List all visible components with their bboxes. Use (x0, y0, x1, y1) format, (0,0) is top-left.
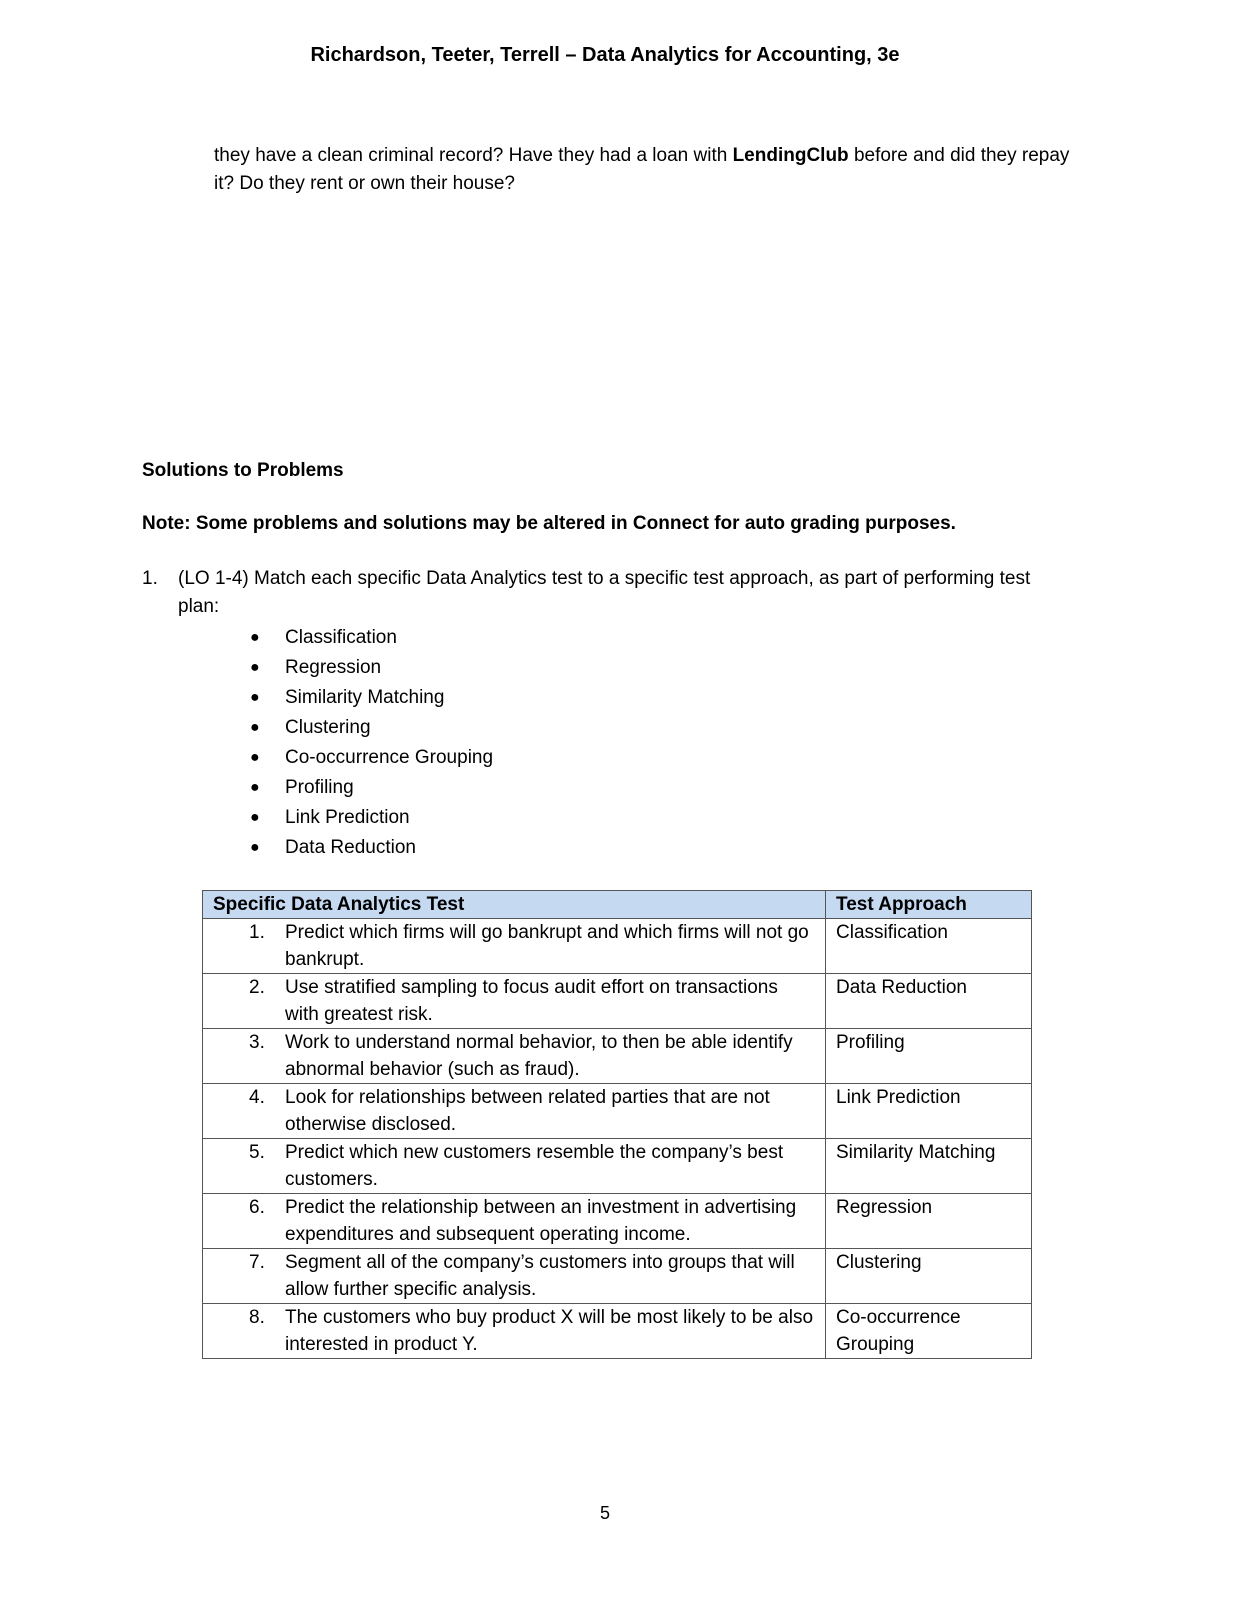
test-cell (203, 1029, 826, 1084)
list-item (250, 713, 493, 743)
approach-cell: Profiling (826, 1029, 1032, 1084)
test-cell (203, 919, 826, 974)
list-item-label: Classification (285, 627, 397, 648)
list-item (250, 743, 493, 773)
table-row (203, 1304, 1032, 1359)
approach-cell: Clustering (826, 1249, 1032, 1304)
bullet-icon: ● (250, 659, 260, 676)
test-description: Look for relationships between related parties that are not otherwise disclosed. (285, 1087, 770, 1135)
row-number: 3. (249, 1032, 265, 1053)
table-row (203, 919, 1032, 974)
row-number: 4. (249, 1087, 265, 1108)
test-description: Predict the relationship between an investment in advertising expenditures and subsequent operating income. (285, 1197, 797, 1245)
column-header-test: Specific Data Analytics Test (203, 891, 826, 919)
bullet-icon: ● (250, 749, 260, 766)
answer-table (202, 890, 1032, 1359)
list-item-label: Profiling (285, 777, 354, 798)
test-cell (203, 1249, 826, 1304)
approach-cell: Classification (826, 919, 1032, 974)
table-row (203, 1139, 1032, 1194)
section-heading: Solutions to Problems (142, 460, 344, 481)
row-number: 7. (249, 1252, 265, 1273)
table-row (203, 1084, 1032, 1139)
intro-text-after: before and did they repay it? Do they rent or own their house? (214, 145, 1070, 194)
page-number: 5 (599, 1503, 610, 1523)
list-item-label: Similarity Matching (285, 687, 445, 708)
list-item (250, 653, 493, 683)
intro-paragraph (214, 142, 1094, 198)
column-header-approach: Test Approach (826, 891, 1032, 919)
running-header-title: Richardson, Teeter, Terrell – Data Analytics for Accounting, 3e (310, 44, 900, 66)
test-description: Segment all of the company’s customers into groups that will allow further specific analysis. (285, 1252, 795, 1300)
test-cell (203, 1194, 826, 1249)
problem-item (142, 565, 1062, 621)
table-row (203, 1029, 1032, 1084)
test-cell (203, 974, 826, 1029)
test-cell (203, 1304, 826, 1359)
problem-text: (LO 1-4) Match each specific Data Analytics test to a specific test approach, as part of performing test plan: (178, 568, 1031, 617)
approach-bullet-list (250, 623, 493, 863)
section-note: Note: Some problems and solutions may be altered in Connect for auto grading purposes. (142, 513, 956, 534)
test-cell (203, 1084, 826, 1139)
list-item-label: Data Reduction (285, 837, 416, 858)
intro-bold-term: LendingClub (732, 145, 849, 166)
test-description: Work to understand normal behavior, to then be able identify abnormal behavior (such as fraud). (285, 1032, 793, 1080)
row-number: 2. (249, 977, 265, 998)
bullet-icon: ● (250, 719, 260, 736)
list-item (250, 773, 493, 803)
list-item (250, 623, 493, 653)
test-description: The customers who buy product X will be most likely to be also interested in product Y. (285, 1307, 814, 1355)
list-item-label: Co-occurrence Grouping (285, 747, 494, 768)
list-item (250, 833, 493, 863)
approach-cell: Regression (826, 1194, 1032, 1249)
row-number: 8. (249, 1307, 265, 1328)
bullet-icon: ● (250, 809, 260, 826)
list-item-label: Regression (285, 657, 382, 678)
table-row (203, 1249, 1032, 1304)
test-description: Use stratified sampling to focus audit effort on transactions with greatest risk. (285, 977, 778, 1025)
test-cell (203, 1139, 826, 1194)
test-description: Predict which firms will go bankrupt and which firms will not go bankrupt. (285, 922, 809, 970)
list-item-label: Link Prediction (285, 807, 410, 828)
table-row (203, 1194, 1032, 1249)
list-item (250, 803, 493, 833)
intro-text-before: they have a clean criminal record? Have they had a loan with (214, 145, 733, 166)
table-row (203, 974, 1032, 1029)
approach-cell: Link Prediction (826, 1084, 1032, 1139)
list-item (250, 683, 493, 713)
row-number: 5. (249, 1142, 265, 1163)
row-number: 6. (249, 1197, 265, 1218)
problem-number: 1. (142, 568, 158, 589)
row-number: 1. (249, 922, 265, 943)
bullet-icon: ● (250, 839, 260, 856)
approach-cell: Data Reduction (826, 974, 1032, 1029)
test-description: Predict which new customers resemble the company’s best customers. (285, 1142, 784, 1190)
bullet-icon: ● (250, 629, 260, 646)
approach-cell: Co-occurrence Grouping (826, 1304, 1032, 1359)
approach-cell: Similarity Matching (826, 1139, 1032, 1194)
table-header-row (203, 891, 1032, 919)
bullet-icon: ● (250, 779, 260, 796)
bullet-icon: ● (250, 689, 260, 706)
list-item-label: Clustering (285, 717, 371, 738)
